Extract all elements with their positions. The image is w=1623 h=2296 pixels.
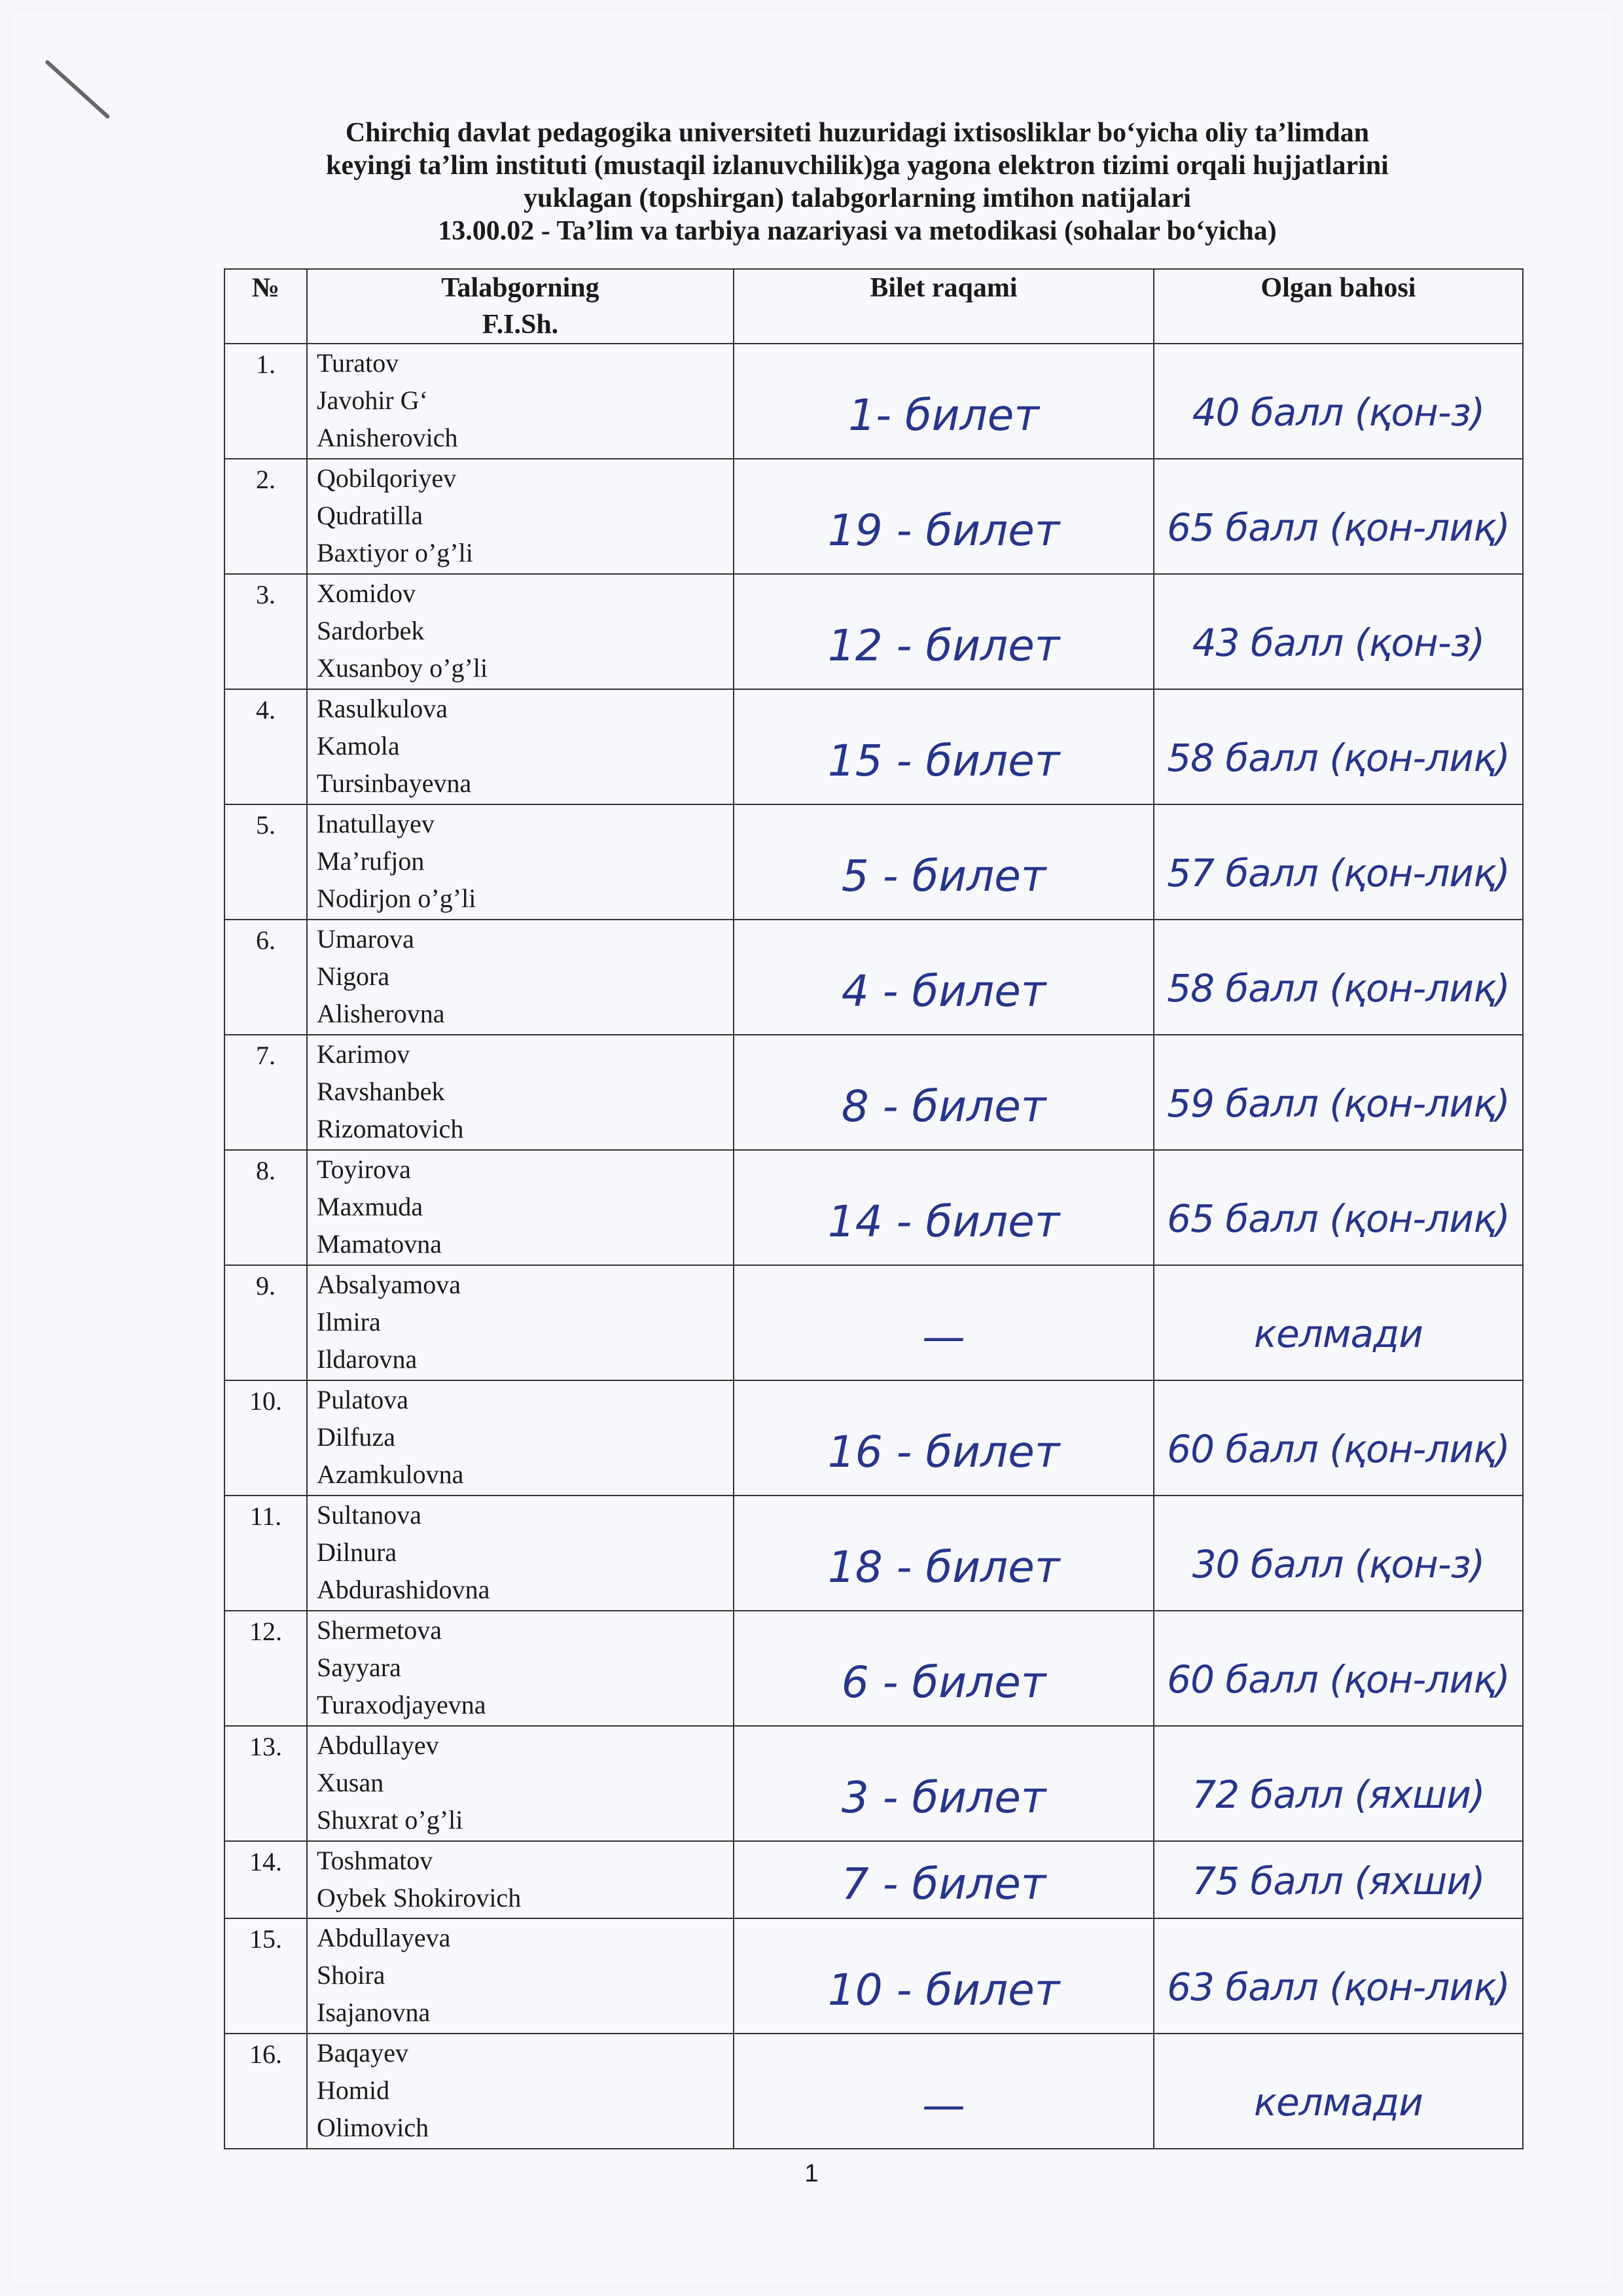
applicant-name-line: Anisherovich bbox=[317, 423, 458, 452]
ticket-number: 6 - билет bbox=[841, 1657, 1046, 1708]
applicant-name bbox=[307, 1265, 734, 1380]
applicant-name bbox=[307, 1611, 734, 1726]
grade-value: келмади bbox=[1254, 1312, 1423, 1356]
grade-value: 58 балл (қон-лиқ) bbox=[1167, 966, 1510, 1011]
ticket-number-cell bbox=[734, 2034, 1154, 2149]
applicant-name-line: Karimov bbox=[317, 1039, 410, 1069]
grade-value: 75 балл (яхши) bbox=[1192, 1859, 1485, 1903]
row-number: 2. bbox=[224, 459, 307, 574]
grade-cell bbox=[1154, 459, 1523, 574]
applicant-name bbox=[307, 920, 734, 1035]
header-line-1: Chirchiq davlat pedagogika universiteti huzuridagi ixtisosliklar bo‘yicha oliy ta’limdan bbox=[345, 118, 1370, 148]
ticket-number-cell bbox=[734, 1496, 1154, 1611]
ticket-number-cell bbox=[734, 920, 1154, 1035]
row-number: 8. bbox=[224, 1150, 307, 1265]
applicant-name-line: Nigora bbox=[317, 961, 390, 991]
ticket-number-cell bbox=[734, 1380, 1154, 1496]
applicant-name-line: Baqayev bbox=[317, 2038, 408, 2068]
ticket-number-cell bbox=[734, 1150, 1154, 1265]
table-row bbox=[224, 689, 1523, 804]
applicant-name-line: Abdullayeva bbox=[317, 1923, 451, 1952]
grade-cell bbox=[1154, 1150, 1523, 1265]
table-row bbox=[224, 1496, 1523, 1611]
applicant-name-line: Rasulkulova bbox=[317, 694, 448, 723]
grade-value: 63 балл (қон-лиқ) bbox=[1167, 1965, 1510, 2009]
grade-value: 58 балл (қон-лиқ) bbox=[1167, 736, 1510, 780]
applicant-name-line: Maxmuda bbox=[317, 1192, 423, 1221]
applicant-name-line: Absalyamova bbox=[317, 1270, 461, 1299]
applicant-name bbox=[307, 1380, 734, 1496]
ticket-number: 19 - билет bbox=[827, 505, 1060, 556]
row-number: 4. bbox=[224, 689, 307, 804]
applicant-name-line: Javohir G‘ bbox=[317, 386, 428, 415]
table-row bbox=[224, 1841, 1523, 1918]
applicant-name-line: Azamkulovna bbox=[317, 1460, 464, 1489]
ticket-number-cell bbox=[734, 459, 1154, 574]
applicant-name bbox=[307, 574, 734, 689]
column-header-name bbox=[307, 269, 734, 344]
applicant-name-line: Abdurashidovna bbox=[317, 1575, 490, 1604]
grade-cell bbox=[1154, 804, 1523, 920]
table-row bbox=[224, 804, 1523, 920]
ticket-number: — bbox=[922, 2080, 965, 2130]
table-row bbox=[224, 1611, 1523, 1726]
applicant-name-line: Isajanovna bbox=[317, 1998, 431, 2027]
grade-value: 43 балл (қон-з) bbox=[1192, 620, 1485, 665]
document-header bbox=[216, 117, 1499, 247]
row-number: 10. bbox=[224, 1380, 307, 1496]
ticket-number: 7 - билет bbox=[841, 1859, 1046, 1909]
column-header-number: № bbox=[224, 269, 307, 344]
grade-cell bbox=[1154, 1035, 1523, 1150]
results-table bbox=[224, 268, 1524, 2149]
ticket-number: 10 - билет bbox=[827, 1965, 1060, 2015]
applicant-name-line: Olimovich bbox=[317, 2113, 429, 2142]
applicant-name bbox=[307, 2034, 734, 2149]
row-number: 7. bbox=[224, 1035, 307, 1150]
grade-cell bbox=[1154, 1841, 1523, 1918]
table-row bbox=[224, 1918, 1523, 2034]
applicant-name-line: Ma’rufjon bbox=[317, 846, 425, 876]
applicant-name-line: Shermetova bbox=[317, 1615, 442, 1645]
applicant-name-line: Oybek Shokirovich bbox=[317, 1883, 522, 1912]
applicant-name-line: Mamatovna bbox=[317, 1229, 442, 1259]
applicant-name bbox=[307, 459, 734, 574]
applicant-name-line: Turaxodjayevna bbox=[317, 1690, 486, 1719]
ticket-number: 4 - билет bbox=[841, 966, 1046, 1016]
applicant-name-line: Qobilqoriyev bbox=[317, 463, 457, 493]
applicant-name-line: Kamola bbox=[317, 731, 400, 761]
applicant-name-line: Xomidov bbox=[317, 579, 416, 608]
grade-cell bbox=[1154, 1380, 1523, 1496]
ticket-number-cell bbox=[734, 804, 1154, 920]
applicant-name-line: Rizomatovich bbox=[317, 1114, 464, 1143]
ticket-number: — bbox=[922, 1312, 965, 1362]
row-number: 9. bbox=[224, 1265, 307, 1380]
ticket-number: 3 - билет bbox=[841, 1772, 1046, 1823]
applicant-name-line: Xusan bbox=[317, 1768, 384, 1797]
applicant-name-line: Sultanova bbox=[317, 1500, 421, 1530]
row-number: 11. bbox=[224, 1496, 307, 1611]
row-number: 13. bbox=[224, 1726, 307, 1841]
ticket-number-cell bbox=[734, 1726, 1154, 1841]
applicant-name-line: Sardorbek bbox=[317, 616, 425, 645]
applicant-name-line: Pulatova bbox=[317, 1385, 408, 1414]
grade-cell bbox=[1154, 344, 1523, 459]
grade-cell bbox=[1154, 2034, 1523, 2149]
ticket-number-cell bbox=[734, 689, 1154, 804]
ticket-number: 15 - билет bbox=[827, 736, 1060, 786]
grade-value: 40 балл (қон-з) bbox=[1192, 390, 1485, 435]
grade-cell bbox=[1154, 1726, 1523, 1841]
applicant-name-line: Toyirova bbox=[317, 1155, 411, 1184]
applicant-name-line: Shuxrat o’g’li bbox=[317, 1805, 463, 1835]
table-row bbox=[224, 2034, 1523, 2149]
grade-cell bbox=[1154, 574, 1523, 689]
header-line-4: 13.00.02 - Ta’lim va tarbiya nazariyasi va metodikasi (sohalar bo‘yicha) bbox=[438, 216, 1277, 246]
grade-value: 57 балл (қон-лиқ) bbox=[1167, 851, 1510, 895]
ticket-number: 14 - билет bbox=[827, 1196, 1060, 1247]
table-row bbox=[224, 1035, 1523, 1150]
ticket-number: 5 - билет bbox=[841, 851, 1046, 901]
applicant-name-line: Umarova bbox=[317, 924, 414, 954]
grade-cell bbox=[1154, 1265, 1523, 1380]
row-number: 12. bbox=[224, 1611, 307, 1726]
row-number: 1. bbox=[224, 344, 307, 459]
applicant-name-line: Tursinbayevna bbox=[317, 768, 472, 798]
header-line-2: keyingi ta’lim instituti (mustaqil izlanuvchilik)ga yagona elektron tizimi orqali hujjatlarini bbox=[326, 151, 1389, 181]
table-row bbox=[224, 1726, 1523, 1841]
grade-value: 30 балл (қон-з) bbox=[1192, 1542, 1485, 1587]
applicant-name bbox=[307, 804, 734, 920]
ticket-number-cell bbox=[734, 574, 1154, 689]
grade-value: келмади bbox=[1254, 2080, 1423, 2125]
grade-cell bbox=[1154, 1918, 1523, 2034]
row-number: 5. bbox=[224, 804, 307, 920]
applicant-name bbox=[307, 1035, 734, 1150]
applicant-name-line: Alisherovna bbox=[317, 999, 445, 1028]
applicant-name-line: Nodirjon o’g’li bbox=[317, 884, 476, 913]
ticket-number-cell bbox=[734, 344, 1154, 459]
row-number: 15. bbox=[224, 1918, 307, 2034]
grade-cell bbox=[1154, 920, 1523, 1035]
applicant-name-line: Sayyara bbox=[317, 1653, 401, 1682]
applicant-name-line: Ildarovna bbox=[317, 1344, 418, 1374]
table-row bbox=[224, 1265, 1523, 1380]
grade-value: 60 балл (қон-лиқ) bbox=[1167, 1657, 1510, 1702]
applicant-name-line: Ravshanbek bbox=[317, 1077, 445, 1106]
grade-cell bbox=[1154, 689, 1523, 804]
table-row bbox=[224, 574, 1523, 689]
applicant-name bbox=[307, 1841, 734, 1918]
applicant-name-line: Toshmatov bbox=[317, 1846, 433, 1875]
applicant-name-line: Baxtiyor o’g’li bbox=[317, 538, 473, 567]
applicant-name bbox=[307, 1496, 734, 1611]
applicant-name bbox=[307, 1918, 734, 2034]
row-number: 3. bbox=[224, 574, 307, 689]
column-header-grade: Olgan bahosi bbox=[1154, 269, 1523, 344]
ticket-number-cell bbox=[734, 1611, 1154, 1726]
ticket-number: 1- билет bbox=[848, 390, 1039, 440]
grade-cell bbox=[1154, 1611, 1523, 1726]
applicant-name-line: Dilnura bbox=[317, 1537, 397, 1567]
ticket-number: 8 - билет bbox=[841, 1081, 1046, 1132]
ticket-number-cell bbox=[734, 1918, 1154, 2034]
applicant-name-line: Inatullayev bbox=[317, 809, 435, 838]
ticket-number-cell bbox=[734, 1841, 1154, 1918]
column-header-name-line2: F.I.Sh. bbox=[482, 310, 559, 340]
table-row bbox=[224, 1380, 1523, 1496]
grade-cell bbox=[1154, 1496, 1523, 1611]
applicant-name-line: Qudratilla bbox=[317, 501, 423, 530]
table-header-row bbox=[224, 269, 1523, 344]
table-row bbox=[224, 920, 1523, 1035]
column-header-name-line1: Talabgorning bbox=[441, 273, 599, 303]
applicant-name-line: Abdullayev bbox=[317, 1731, 439, 1760]
applicant-name-line: Ilmira bbox=[317, 1307, 381, 1336]
grade-value: 60 балл (қон-лиқ) bbox=[1167, 1427, 1510, 1471]
applicant-name bbox=[307, 344, 734, 459]
column-header-ticket: Bilet raqami bbox=[734, 269, 1154, 344]
grade-value: 72 балл (яхши) bbox=[1192, 1772, 1485, 1817]
applicant-name-line: Xusanboy o’g’li bbox=[317, 653, 488, 683]
header-line-3: yuklagan (topshirgan) talabgorlarning imtihon natijalari bbox=[524, 183, 1191, 213]
grade-value: 65 балл (қон-лиқ) bbox=[1167, 1196, 1510, 1241]
table-row bbox=[224, 459, 1523, 574]
applicant-name-line: Turatov bbox=[317, 348, 399, 378]
ticket-number: 18 - билет bbox=[827, 1542, 1060, 1592]
row-number: 14. bbox=[224, 1841, 307, 1918]
applicant-name bbox=[307, 1726, 734, 1841]
row-number: 6. bbox=[224, 920, 307, 1035]
table-row bbox=[224, 344, 1523, 459]
ticket-number: 12 - билет bbox=[827, 620, 1060, 671]
grade-value: 65 балл (қон-лиқ) bbox=[1167, 505, 1510, 550]
applicant-name bbox=[307, 689, 734, 804]
table-row bbox=[224, 1150, 1523, 1265]
ticket-number-cell bbox=[734, 1265, 1154, 1380]
ticket-number: 16 - билет bbox=[827, 1427, 1060, 1477]
applicant-name-line: Homid bbox=[317, 2075, 390, 2105]
applicant-name-line: Shoira bbox=[317, 1960, 385, 1990]
applicant-name bbox=[307, 1150, 734, 1265]
page-number: 1 bbox=[804, 2160, 819, 2187]
applicant-name-line: Dilfuza bbox=[317, 1422, 395, 1452]
row-number: 16. bbox=[224, 2034, 307, 2149]
ticket-number-cell bbox=[734, 1035, 1154, 1150]
grade-value: 59 балл (қон-лиқ) bbox=[1167, 1081, 1510, 1126]
